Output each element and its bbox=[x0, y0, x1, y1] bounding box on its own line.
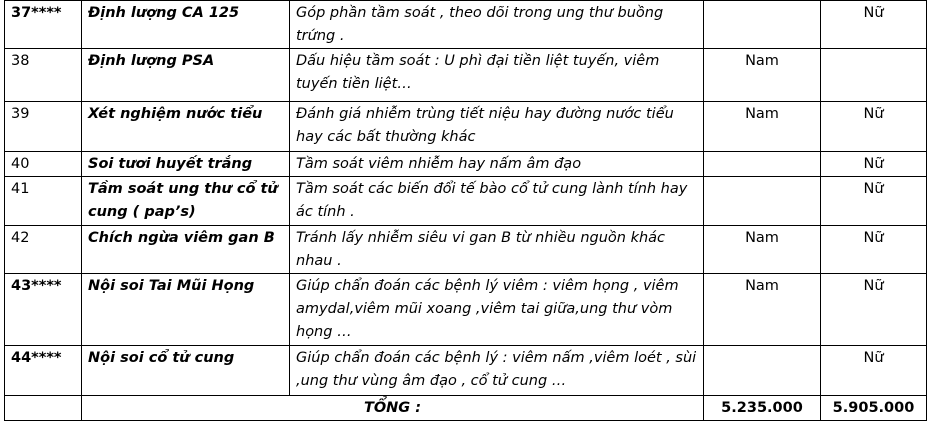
female-cell: Nữ bbox=[821, 1, 927, 49]
row-number: 38 bbox=[5, 49, 82, 102]
service-description: Dấu hiệu tầm soát : U phì đại tiền liệt tuyến, viêm tuyến tiền liệt… bbox=[290, 49, 704, 102]
female-cell: Nữ bbox=[821, 102, 927, 152]
male-cell bbox=[704, 346, 821, 396]
female-cell: Nữ bbox=[821, 346, 927, 396]
service-name: Định lượng CA 125 bbox=[82, 1, 290, 49]
row-number: 42 bbox=[5, 226, 82, 274]
service-description: Tầm soát các biến đổi tế bào cổ tử cung lành tính hay ác tính . bbox=[290, 177, 704, 226]
table-row bbox=[5, 49, 927, 102]
table-row bbox=[5, 346, 927, 396]
total-male-value: 5.235.000 bbox=[704, 396, 821, 421]
male-cell bbox=[704, 177, 821, 226]
service-description: Tránh lấy nhiễm siêu vi gan B từ nhiều nguồn khác nhau . bbox=[290, 226, 704, 274]
service-name: Xét nghiệm nước tiểu bbox=[82, 102, 290, 152]
row-number: 43**** bbox=[5, 274, 82, 346]
female-cell: Nữ bbox=[821, 152, 927, 177]
service-name: Chích ngừa viêm gan B bbox=[82, 226, 290, 274]
female-cell bbox=[821, 49, 927, 102]
total-label: TỔNG : bbox=[82, 396, 704, 421]
service-name: Định lượng PSA bbox=[82, 49, 290, 102]
male-cell: Nam bbox=[704, 49, 821, 102]
table-row bbox=[5, 274, 927, 346]
table-row bbox=[5, 1, 927, 49]
service-name: Tầm soát ung thư cổ tử cung ( pap’s) bbox=[82, 177, 290, 226]
male-cell: Nam bbox=[704, 274, 821, 346]
table-row bbox=[5, 177, 927, 226]
female-cell: Nữ bbox=[821, 274, 927, 346]
female-cell: Nữ bbox=[821, 177, 927, 226]
service-description: Góp phần tầm soát , theo dõi trong ung thư buồng trứng . bbox=[290, 1, 704, 49]
service-description: Giúp chẩn đoán các bệnh lý viêm : viêm họng , viêm amydal,viêm mũi xoang ,viêm tai giữa,ung thư vòm họng … bbox=[290, 274, 704, 346]
service-table-body bbox=[5, 1, 927, 421]
service-name: Soi tươi huyết trắng bbox=[82, 152, 290, 177]
male-cell bbox=[704, 1, 821, 49]
total-female-value: 5.905.000 bbox=[821, 396, 927, 421]
row-number: 44**** bbox=[5, 346, 82, 396]
service-table bbox=[4, 0, 927, 421]
female-cell: Nữ bbox=[821, 226, 927, 274]
table-row bbox=[5, 226, 927, 274]
service-name: Nội soi cổ tử cung bbox=[82, 346, 290, 396]
row-number: 41 bbox=[5, 177, 82, 226]
row-number: 40 bbox=[5, 152, 82, 177]
row-number: 37**** bbox=[5, 1, 82, 49]
male-cell: Nam bbox=[704, 226, 821, 274]
male-cell: Nam bbox=[704, 102, 821, 152]
service-description: Tầm soát viêm nhiễm hay nấm âm đạo bbox=[290, 152, 704, 177]
table-row bbox=[5, 102, 927, 152]
service-name: Nội soi Tai Mũi Họng bbox=[82, 274, 290, 346]
male-cell bbox=[704, 152, 821, 177]
row-number: 39 bbox=[5, 102, 82, 152]
service-description: Đánh giá nhiễm trùng tiết niệu hay đường nước tiểu hay các bất thường khác bbox=[290, 102, 704, 152]
total-row bbox=[5, 396, 927, 421]
table-row bbox=[5, 152, 927, 177]
service-description: Giúp chẩn đoán các bệnh lý : viêm nấm ,viêm loét , sùi ,ung thư vùng âm đạo , cổ tử cung … bbox=[290, 346, 704, 396]
total-empty-cell bbox=[5, 396, 82, 421]
